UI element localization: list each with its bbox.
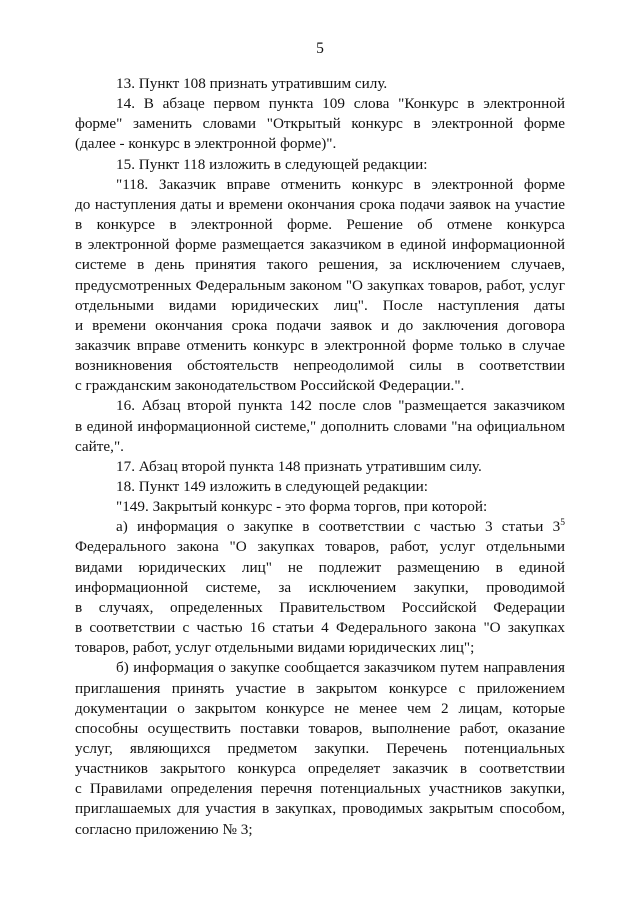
text-line [75, 214, 565, 235]
text-line [75, 416, 565, 437]
text-line [75, 798, 565, 819]
text-line [116, 496, 565, 517]
text-line [75, 335, 565, 356]
text-line [116, 93, 565, 114]
text-line [116, 657, 565, 678]
text-line-content: услуг, являющихся предметом закупки. Перечень потенциальных [75, 739, 565, 757]
text-line-content: заказчик вправе отменить конкурс в электронной форме только в случае [75, 336, 565, 354]
text-line-content: системе в день принятия такого решения, за исключением случаев, [75, 256, 565, 274]
text-line [116, 73, 565, 94]
text-line [75, 254, 565, 275]
text-line [75, 133, 565, 154]
text-line-content: а) информация о закупке в соответствии с частью 3 статьи 3 [116, 518, 561, 536]
text-line [75, 758, 565, 779]
text-line-content: "149. Закрытый конкурс - это форма торгов, при которой: [116, 498, 488, 516]
text-line-content: 17. Абзац второй пункта 148 признать утратившим силу. [116, 457, 482, 475]
text-line-content: согласно приложению № 3; [75, 820, 253, 838]
text-line-content: с Правилами определения перечня потенциальных участников закупки, [75, 780, 565, 798]
text-line [75, 275, 565, 296]
text-line [75, 234, 565, 255]
text-line-content: способны осуществить поставки товаров, выполнение работ, оказание [75, 719, 565, 737]
text-line [75, 536, 565, 557]
text-line-content: б) информация о закупке сообщается заказчиком путем направления [116, 659, 565, 677]
text-line-content: форме" заменить словами "Открытый конкурс в электронной форме [75, 115, 565, 133]
text-line [116, 154, 565, 175]
text-line-content: и времени окончания срока подачи заявок и до заключения договора [75, 316, 565, 334]
text-line [75, 436, 565, 457]
text-line-content: в случаях, определенных Правительством Российской Федерации [75, 598, 565, 616]
text-line-content: Федерального закона "О закупках товаров, работ, услуг отдельными [75, 538, 565, 556]
text-line-content: "118. Заказчик вправе отменить конкурс в электронной форме [116, 175, 565, 193]
text-line-content: информационной системе, за исключением закупки, проводимой [75, 578, 565, 596]
text-line [116, 174, 565, 195]
text-line-content: предусмотренных Федеральным законом "О закупках товаров, работ, услуг [75, 276, 565, 294]
text-line-content: участников закрытого конкурса определяет заказчик в соответствии [75, 760, 565, 778]
text-line [75, 738, 565, 759]
text-line-content: 18. Пункт 149 изложить в следующей редакции: [116, 478, 429, 495]
text-line [75, 819, 565, 840]
text-line-content: до наступления даты и времени окончания срока подачи заявок на участие [75, 195, 565, 213]
text-line-content: 14. В абзаце первом пункта 109 слова "Конкурс в электронной [116, 95, 565, 113]
text-line [75, 698, 565, 719]
text-line [75, 637, 565, 658]
text-line-content: 13. Пункт 108 признать утратившим силу. [116, 75, 388, 92]
text-line-content: документации о закрытом конкурсе не менее чем 2 лицам, которые [75, 699, 565, 717]
text-line-content: видами юридических лиц" не подлежит размещению в единой [75, 558, 565, 576]
text-line-content: приглашаемых для участия в закупках, проводимых закрытым способом, [75, 800, 565, 818]
text-line [116, 476, 565, 497]
text-line [116, 456, 565, 477]
text-line [116, 395, 565, 416]
text-line [75, 194, 565, 215]
text-line-content: отдельными видами юридических лиц". После наступления даты [75, 296, 565, 314]
text-line-content: 15. Пункт 118 изложить в следующей редакции: [116, 155, 428, 173]
text-line [75, 557, 565, 578]
text-line-content: в соответствии с частью 16 статьи 4 Федерального закона "О закупках [75, 619, 565, 637]
text-line-content: сайте,". [75, 437, 124, 455]
text-line-content: в электронной форме размещается заказчиком в единой информационной [75, 236, 565, 254]
text-line-content: с гражданским законодательством Российской Федерации.". [75, 377, 465, 395]
text-line [116, 516, 565, 537]
text-line [75, 617, 565, 638]
superscript: 5 [560, 518, 565, 529]
text-line [75, 577, 565, 598]
text-line [75, 315, 565, 336]
text-line-content: в единой информационной системе," дополнить словами "на официальном [75, 417, 565, 435]
text-line [75, 375, 565, 396]
text-line [75, 778, 565, 799]
page-number: 5 [316, 40, 324, 57]
text-line [75, 295, 565, 316]
text-line-content: (далее - конкурс в электронной форме)". [75, 135, 337, 153]
text-line [75, 597, 565, 618]
text-line-content: приглашения принять участие в закрытом конкурсе с приложением [75, 679, 565, 697]
text-line [75, 718, 565, 739]
text-line [75, 113, 565, 134]
text-line-content: 16. Абзац второй пункта 142 после слов "размещается заказчиком [116, 397, 565, 415]
text-line-content: возникновения обстоятельств непреодолимой силы в соответствии [75, 357, 565, 375]
text-line-content: товаров, работ, услуг отдельными видами юридических лиц"; [75, 639, 475, 657]
text-line [75, 678, 565, 699]
text-line-content: в конкурсе в электронной форме. Решение об отмене конкурса [75, 216, 565, 234]
text-line [75, 355, 565, 376]
